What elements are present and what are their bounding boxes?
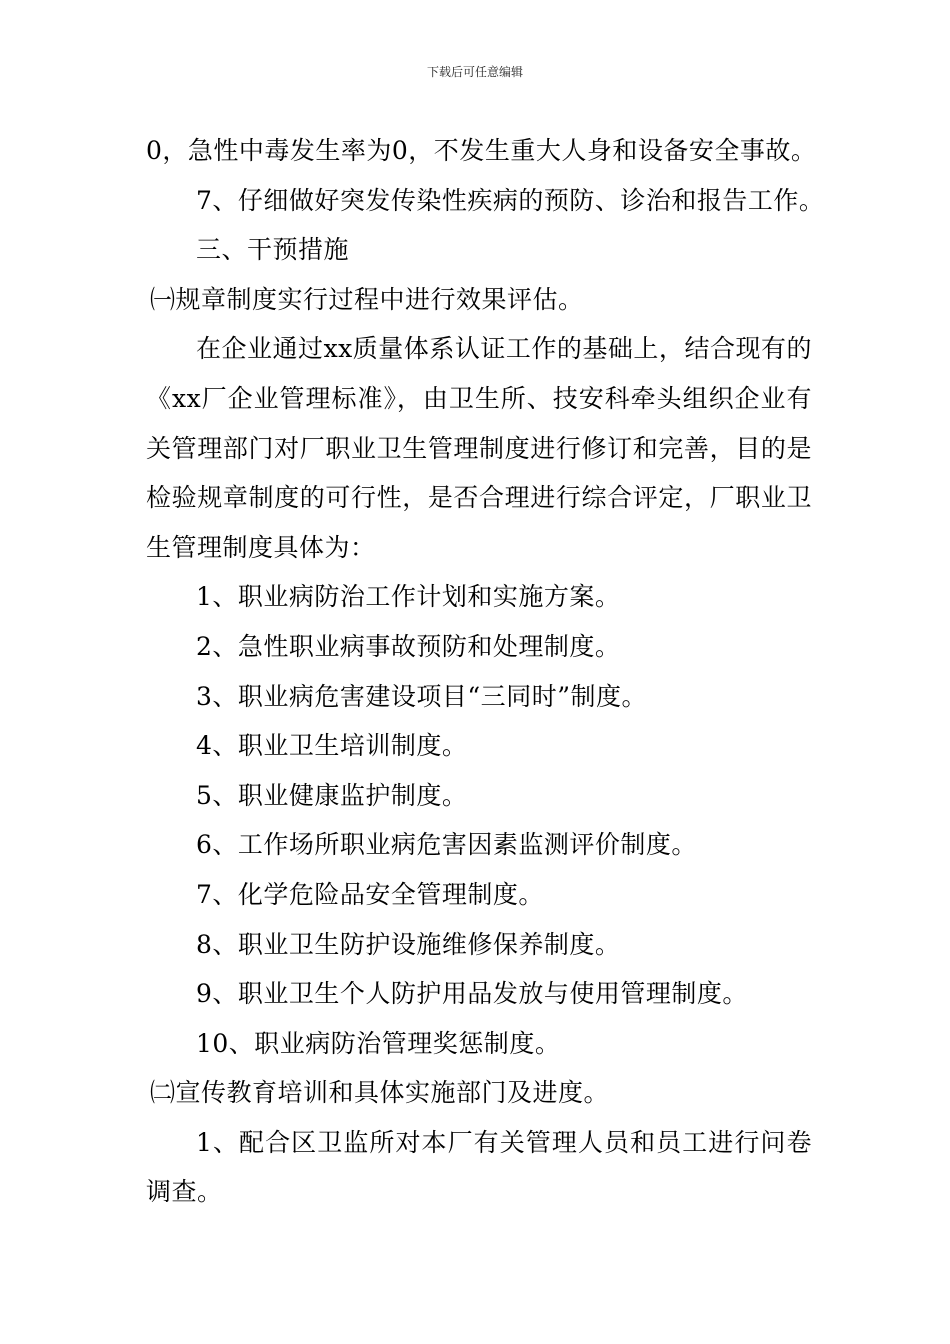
list-item-8: 8、职业卫生防护设施维修保养制度。	[196, 929, 621, 959]
subsection-heading-1: ㈠规章制度实行过程中进行效果评估。	[150, 284, 584, 314]
page-header-note: 下载后可任意编辑	[426, 65, 523, 79]
list-item-6: 6、工作场所职业病危害因素监测评价制度。	[196, 830, 697, 860]
list-item-2: 2、急性职业病事故预防和处理制度。	[196, 631, 621, 661]
list-item-9: 9、职业卫生个人防护用品发放与使用管理制度。	[196, 979, 748, 1009]
list-item-10: 10、职业病防治管理奖惩制度。	[196, 1028, 561, 1058]
paragraph-standards: 在企业通过xx质量体系认证工作的基础上，结合现有的《xx厂企业管理标准》，由卫生所、技安科牵头组织企业有关管理部门对厂职业卫生管理制度进行修订和完善，目的是检验规章制度的可行性，是否合理进行综合评定，厂职业卫生管理制度具体为：	[146, 334, 812, 562]
subsection-heading-2: ㈡宣传教育培训和具体实施部门及进度。	[150, 1078, 610, 1108]
document-body	[146, 126, 825, 1217]
paragraph-survey: 1、配合区卫监所对本厂有关管理人员和员工进行问卷调查。	[146, 1127, 812, 1207]
list-item-7: 7、化学危险品安全管理制度。	[196, 879, 544, 909]
paragraph-safety-target: 0，急性中毒发生率为0，不发生重大人身和设备安全事故。	[146, 136, 817, 165]
list-item-5: 5、职业健康监护制度。	[196, 780, 468, 810]
list-item-3: 3、职业病危害建设项目“三同时”制度。	[196, 681, 647, 711]
paragraph-item-7-epidemic: 7、仔细做好突发传染性疾病的预防、诊治和报告工作。	[196, 185, 825, 215]
list-item-1: 1、职业病防治工作计划和实施方案。	[196, 582, 621, 612]
list-item-4: 4、职业卫生培训制度。	[196, 731, 468, 761]
section-heading-intervention: 三、干预措施	[196, 235, 350, 265]
